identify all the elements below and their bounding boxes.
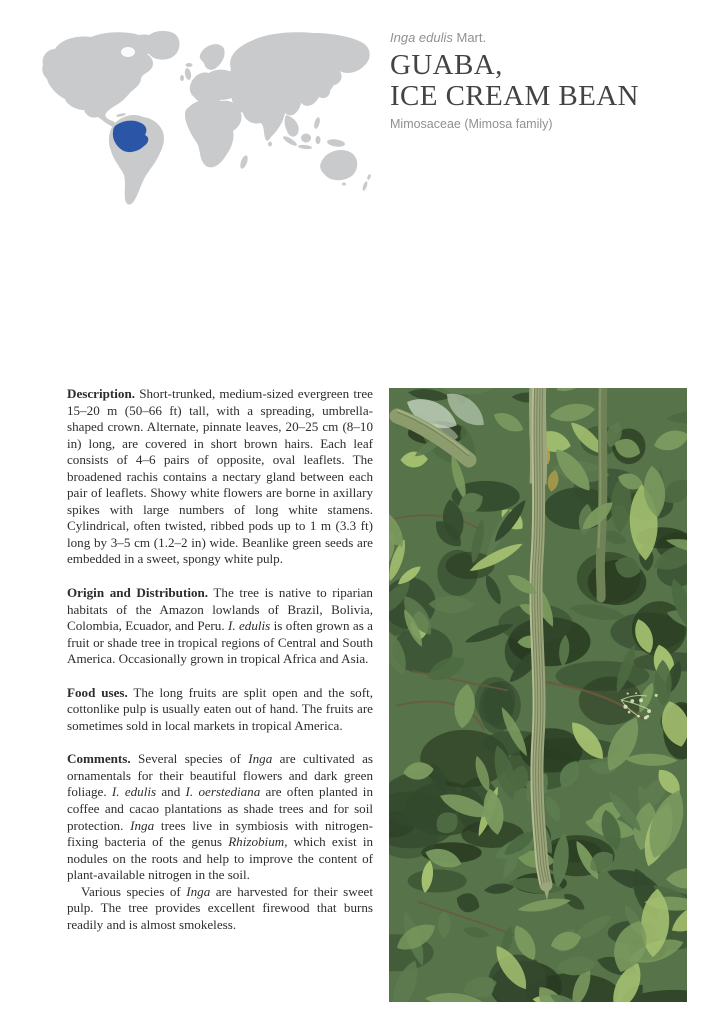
section-paragraph: Description. Short-trunked, medium-sized evergreen tree 15–20 m (50–66 ft) tall, with a spreading, umbrella-shaped crown. Alternate, pinnate leaves, 20–25 cm (8–10 in) long, are covered in short brown hairs. Each leaf consists of 4–6 pairs of opposite, oval leaflets. The broadened rachis contains a nectary gland between each pair of leaflets. Showy white flowers are borne in axillary spikes with large numbers of long white stamens. Cylindrical, often twisted, ribbed pods up to 1 m (3.3 ft) long by 3–5 cm (1.2–2 in) wide. Beanlike green seeds are embedded in a sweet, spongy white pulp. (67, 386, 373, 567)
text-section (67, 685, 373, 735)
section-heading: Comments. (67, 751, 131, 767)
title-line-1: GUABA, (390, 49, 503, 81)
title-line-2: ICE CREAM BEAN (390, 80, 639, 112)
plant-photo (389, 388, 687, 1002)
section-heading: Description. (67, 386, 136, 401)
text-section (67, 751, 373, 933)
map-landmasses (42, 31, 371, 205)
species-header (390, 30, 690, 131)
map-hudson-bay (121, 47, 135, 57)
section-paragraph: Origin and Distribution. The tree is native to riparian habitats of the Amazon lowlands of Brazil, Bolivia, Colombia, Ecuador, and Peru. I. edulis is often grown as a fruit or shade tree in tropical regions of Central and South America. Occasionally grown in tropical Africa and Asia. (67, 585, 373, 667)
plant-photo-canvas (389, 388, 687, 1002)
page-title (390, 50, 690, 112)
species-authority: Mart. (452, 30, 487, 45)
scientific-name-line (390, 30, 690, 46)
section-paragraph: Comments. Several species of Inga are cultivated as ornamentals for their beautiful flowers and dark green foliage. I. edulis and I. oerstediana are often planted in coffee and cacao plantations as shade trees and for soil protection. Inga trees live in symbiosis with nitrogen-fixing bacteria of the genus Rhizobium, which exist in nodules on the roots and help to improve the content of plant-available nitrogen in the soil. (67, 751, 373, 883)
text-section (67, 585, 373, 668)
species-name: Inga edulis (390, 30, 453, 45)
section-heading: Food uses. (67, 684, 128, 700)
family-name: Mimosaceae (Mimosa family) (390, 117, 553, 131)
distribution-map (38, 25, 372, 217)
text-section (67, 386, 373, 568)
section-paragraph: Food uses. The long fruits are split open and the soft, cottonlike pulp is usually eaten out of hand. The fruits are sometimes sold in local markets in tropical America. (67, 684, 373, 733)
section-heading: Origin and Distribution. (67, 585, 209, 601)
section-paragraph-continued: Various species of Inga are harvested for their sweet pulp. The tree provides excellent firewood that burns readily and is almost smokeless. (67, 883, 373, 932)
text-column (67, 386, 373, 950)
